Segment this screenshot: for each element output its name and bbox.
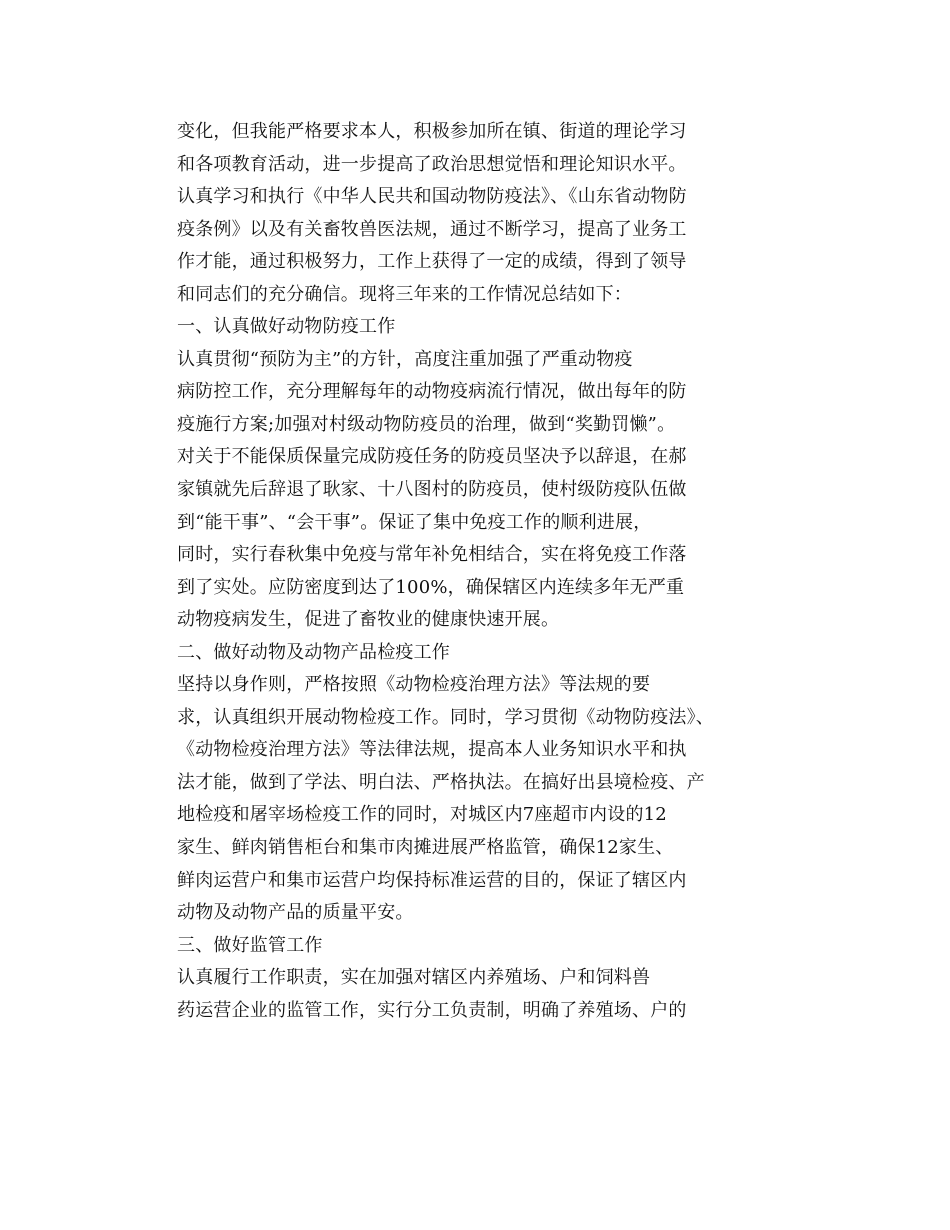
text-line: 和各项教育活动，进一步提高了政治思想觉悟和理论知识水平。 [177,153,687,175]
text-line: 药运营企业的监管工作，实行分工负责制，明确了养殖场、户的 [177,999,687,1021]
text-line: 坚持以身作则，严格按照《动物检疫治理方法》等法规的要 [177,674,651,696]
text-line: 疫施行方案;加强对村级动物防疫员的治理，做到“奖勤罚懒”。 [177,413,676,435]
text-line: 《动物检疫治理方法》等法律法规，提高本人业务知识水平和执 [177,739,687,761]
text-line: 同时，实行春秋集中免疫与常年补免相结合，实在将免疫工作落 [177,544,687,566]
text-line: 法才能，做到了学法、明白法、严格执法。在搞好出县境检疫、产 [177,771,705,793]
text-line: 到了实处。应防密度到达了100%，确保辖区内连续多年无严重 [177,576,685,598]
text-line: 疫条例》以及有关畜牧兽医法规，通过不断学习，提高了业务工 [177,218,687,240]
text-line: 认真贯彻“预防为主”的方针，高度注重加强了严重动物疫 [177,348,633,370]
section-heading-2: 二、做好动物及动物产品检疫工作 [177,641,450,663]
text-line: 变化，但我能严格要求本人，积极参加所在镇、街道的理论学习 [177,121,687,142]
text-line: 动物及动物产品的质量平安。 [177,902,414,924]
text-line: 病防控工作，充分理解每年的动物疫病流行情况，做出每年的防 [177,381,687,403]
text-line: 和同志们的充分确信。现将三年来的工作情况总结如下： [177,283,632,305]
text-line: 动物疫病发生，促进了畜牧业的健康快速开展。 [177,609,560,631]
text-line: 作才能，通过积极努力，工作上获得了一定的成绩，得到了领导 [177,251,687,273]
text-line: 对关于不能保质保量完成防疫任务的防疫员坚决予以辞退，在郝 [177,446,687,468]
section-heading-3: 三、做好监管工作 [177,934,323,956]
text-line: 到“能干事”、“会干事”。保证了集中免疫工作的顺利进展， [177,511,652,533]
text-line: 求，认真组织开展动物检疫工作。同时，学习贯彻《动物防疫法》、 [177,706,714,728]
text-line: 家生、鲜肉销售柜台和集市肉摊进展严格监管，确保12家生、 [177,837,674,859]
text-line: 认真履行工作职责，实在加强对辖区内养殖场、户和饲料兽 [177,967,651,989]
text-line: 地检疫和屠宰场检疫工作的同时，对城区内7座超市内设的12 [177,804,667,826]
section-heading-1: 一、认真做好动物防疫工作 [177,316,396,338]
text-line: 认真学习和执行《中华人民共和国动物防疫法》、《山东省动物防 [177,186,687,208]
document-body [177,116,777,1027]
text-line: 家镇就先后辞退了耿家、十八图村的防疫员，使村级防疫队伍做 [177,479,687,501]
text-line: 鲜肉运营户和集市运营户均保持标准运营的目的，保证了辖区内 [177,869,687,891]
